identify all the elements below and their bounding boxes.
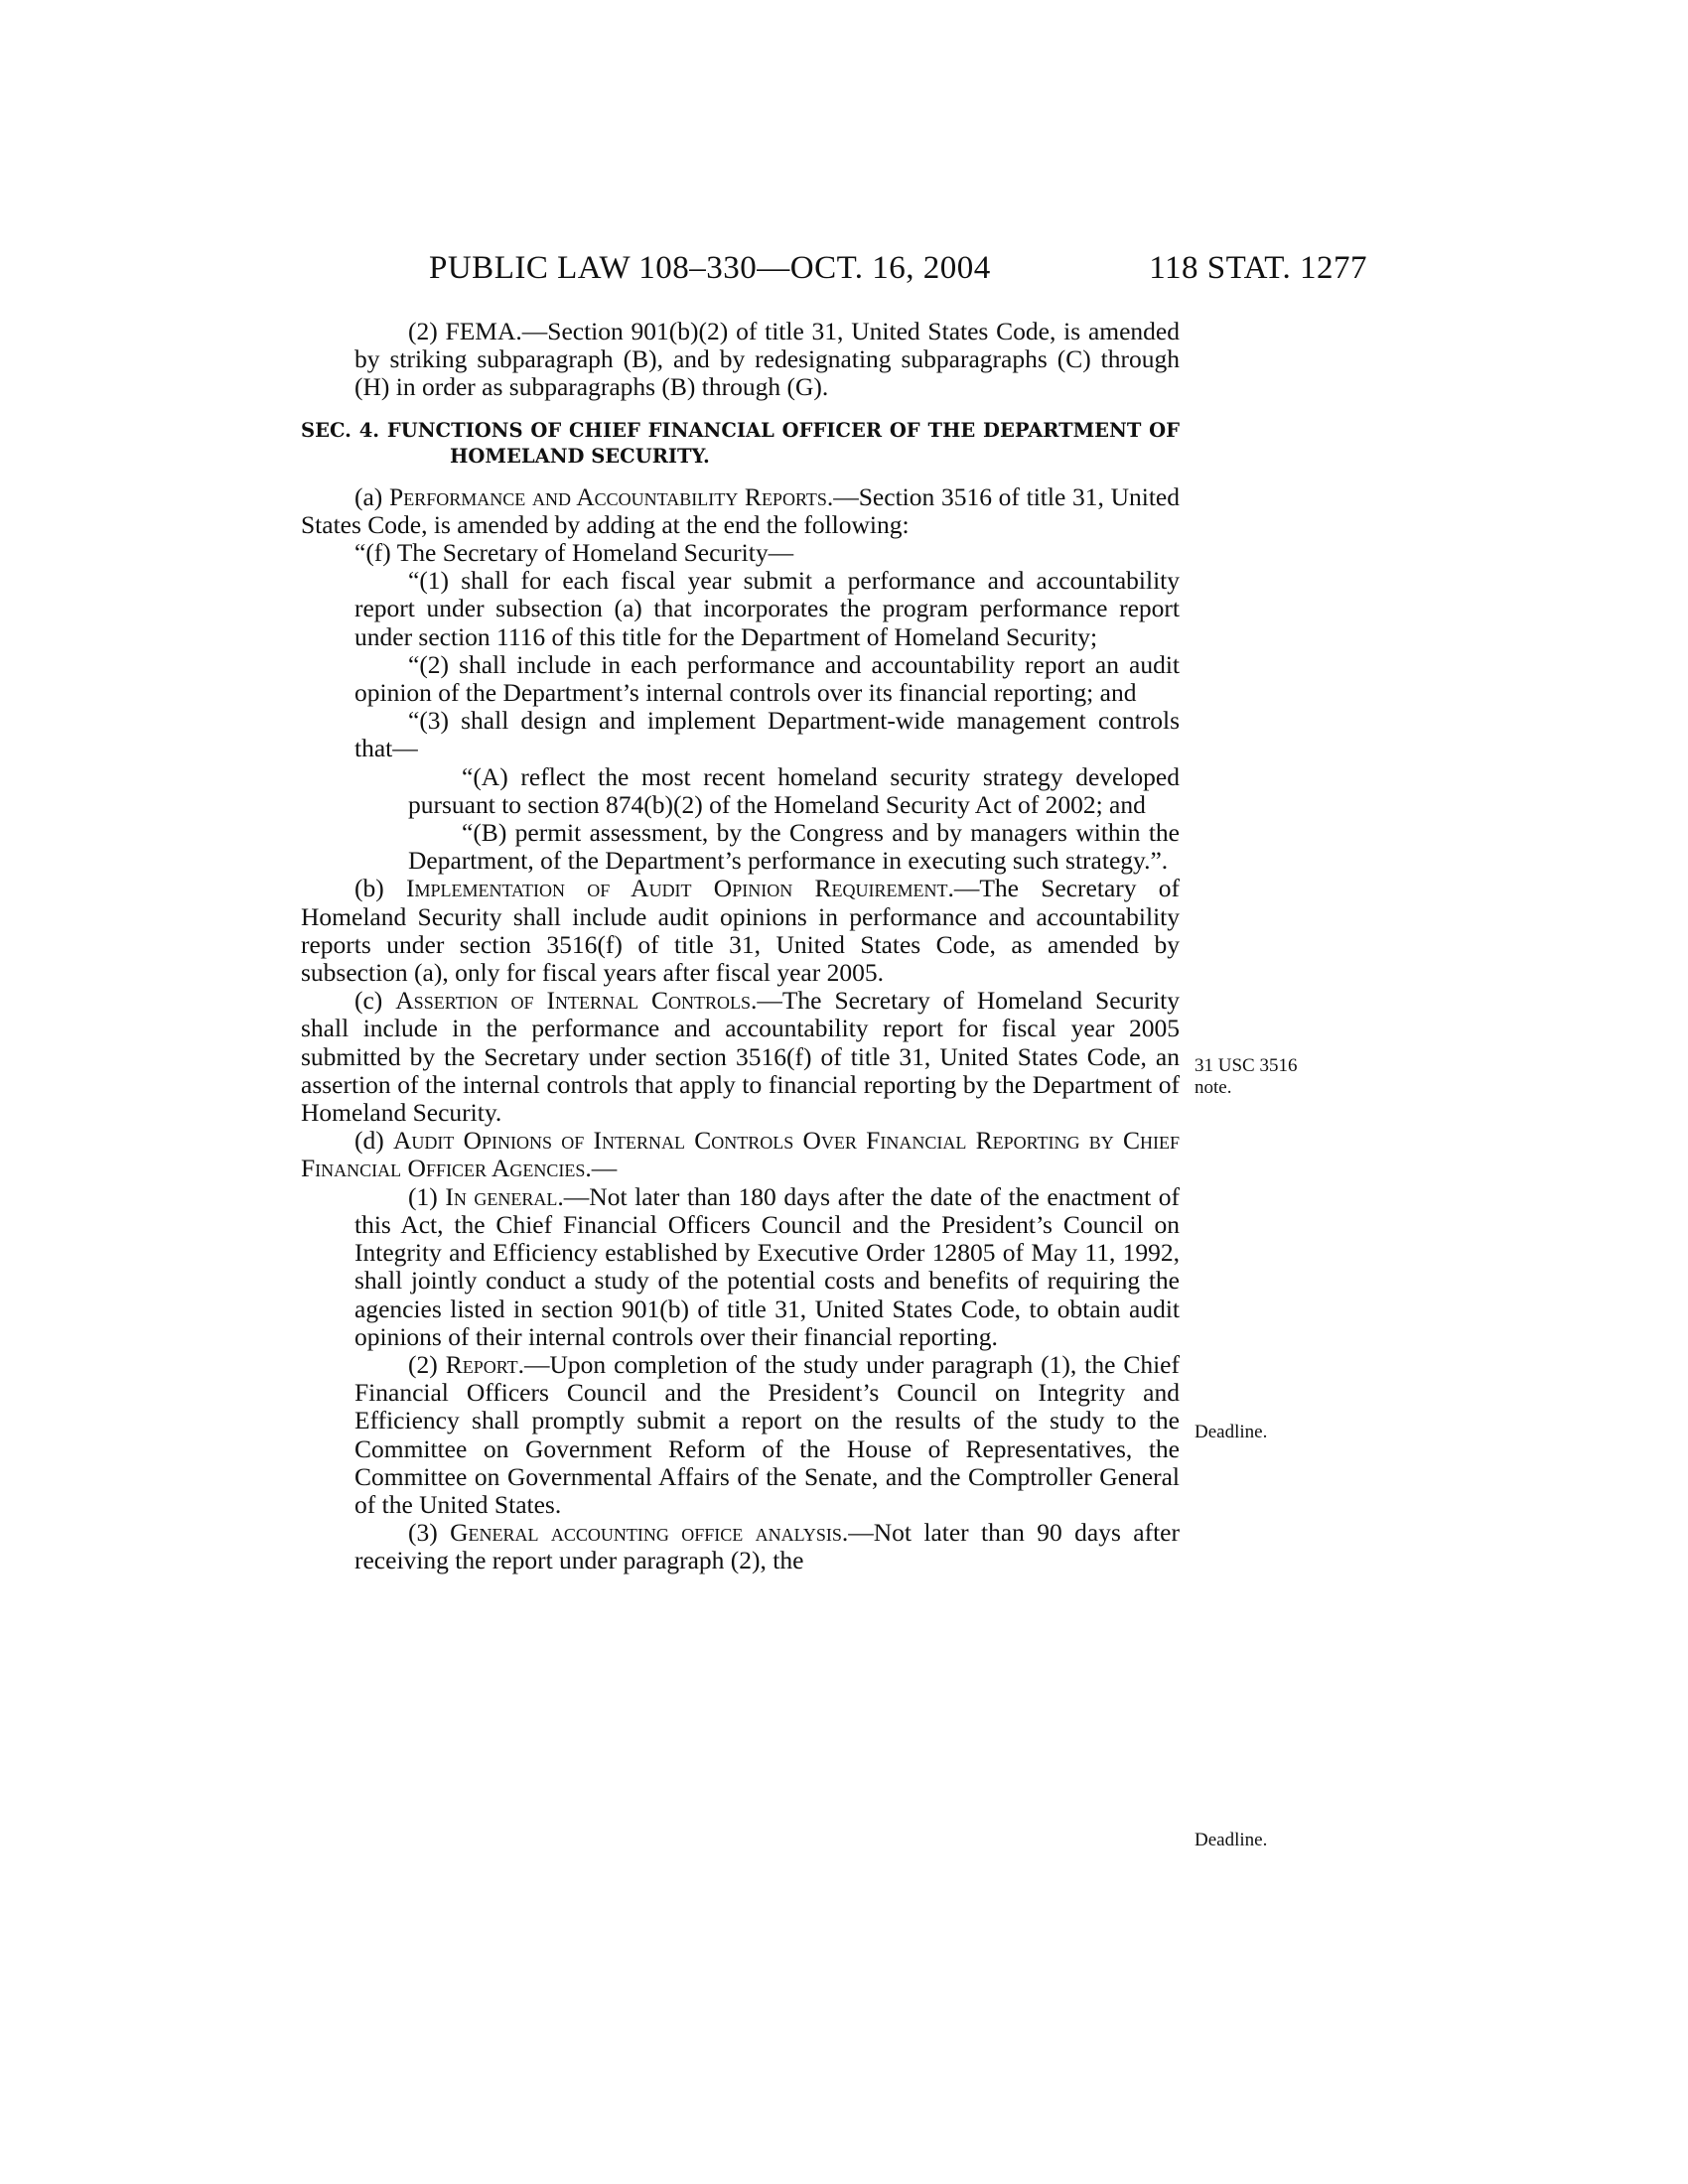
margin-note-deadline: Deadline. <box>1195 1422 1268 1442</box>
paragraph-d3-text: .—Not later than 90 days after receiving the report under paragraph (2), the <box>354 1518 1180 1575</box>
paragraph-fema <box>354 318 1180 402</box>
paragraph-d2-num: (2) <box>408 1349 446 1379</box>
subsection-a-num: (a) <box>354 481 390 511</box>
subsection-b-num: (b) <box>354 874 406 903</box>
subsection-a-heading: Performance and Accountability Reports <box>389 481 827 511</box>
subsection-c <box>301 987 1180 1127</box>
stat-page-number: 118 STAT. 1277 <box>1149 250 1367 286</box>
subsection-d <box>301 1127 1180 1182</box>
running-head-title: PUBLIC LAW 108–330—OCT. 16, 2004 <box>429 250 991 286</box>
page-header <box>429 250 1367 290</box>
subsection-d-num: (d) <box>354 1126 393 1156</box>
paragraph-d3-heading: General accounting office analysis <box>450 1518 842 1548</box>
paragraph-d1-num: (1) <box>408 1181 446 1211</box>
paragraph-fema-lead: (2) FEMA. <box>408 317 522 345</box>
subsection-c-text: .—The Secretary of Homeland Security shall include in the performance and accountability report for fiscal year 2005 submitted by the Secretary under section 3516(f) of title 31, United States Code, an assertion of the internal controls that apply to financial reporting by the Department of Homeland Security. <box>301 986 1180 1128</box>
subsection-a <box>301 483 1180 539</box>
quoted-subsection-f: “(f) The Secretary of Homeland Security— <box>354 538 794 568</box>
paragraph-d3-num: (3) <box>408 1518 451 1548</box>
quoted-paragraph-f2: “(2) shall include in each performance and accountability report an audit opinion of the Department’s internal controls over its financial reporting; and <box>354 649 1180 708</box>
paragraph-d1-heading: In general <box>445 1181 558 1211</box>
subsection-c-num: (c) <box>354 986 396 1016</box>
paragraph-fema-text: —Section 901(b)(2) of title 31, United States Code, is amended by striking subparagraph (B), and by redesignating subparagraphs (C) through (H) in order as subparagraphs (B) through (G). <box>354 317 1180 402</box>
margin-note-usc-citation: 31 USC 3516 note. <box>1195 1055 1298 1098</box>
quoted-subparagraph-b: “(B) permit assessment, by the Congress and by managers within the Department, of the Department’s performance in executing such strategy.”. <box>408 818 1180 876</box>
paragraph-d1 <box>354 1183 1180 1351</box>
subsection-a-text: .—Section 3516 of title 31, United States Code, is amended by adding at the end the following: <box>301 481 1180 539</box>
section-4-heading: SEC. 4. FUNCTIONS OF CHIEF FINANCIAL OFFICER OF THE DEPARTMENT OF HOMELAND SECURITY. <box>301 418 1180 468</box>
paragraph-d3 <box>354 1519 1180 1574</box>
quoted-subparagraph-a: “(A) reflect the most recent homeland security strategy developed pursuant to section 874(b)(2) of the Homeland Security Act of 2002; and <box>408 761 1180 819</box>
paragraph-d2-text: .—Upon completion of the study under paragraph (1), the Chief Financial Officers Council and the President’s Council on Integrity and Efficiency shall promptly submit a report on the results of the study to the Committee on Government Reform of the House of Representatives, the Committee on Governmental Affairs of the Senate, and the Comptroller General of the United States. <box>354 1349 1180 1519</box>
subsection-d-heading: Audit Opinions of Internal Controls Over Financial Reporting by Chief Financial Officer Agencies <box>301 1126 1180 1183</box>
subsection-b-text: .—The Secretary of Homeland Security shall include audit opinions in performance and accountability reports under section 3516(f) of title 31, United States Code, as amended by subsection (a), only for fiscal years after fiscal year 2005. <box>301 874 1181 988</box>
subsection-d-text: .— <box>585 1154 618 1183</box>
paragraph-d1-text: .—Not later than 180 days after the date of the enactment of this Act, the Chief Financial Officers Council and the President’s Council on Integrity and Efficiency established by Executive Order 12805 of May 11, 1992, shall jointly conduct a study of the potential costs and benefits of requiring the agencies listed in section 901(b) of title 31, United States Code, to obtain audit opinions of their internal controls over their financial reporting. <box>354 1181 1180 1351</box>
subsection-c-heading: Assertion of Internal Controls <box>395 986 751 1016</box>
body-text <box>301 318 1180 1575</box>
quoted-paragraph-f1: “(1) shall for each fiscal year submit a performance and accountability report under subsection (a) that incorporates the program performance report under section 1116 of this title for the Department of Homeland Security; <box>354 566 1180 651</box>
paragraph-d2-heading: Report <box>445 1349 518 1379</box>
subsection-b <box>301 875 1180 987</box>
margin-note-deadline: Deadline. <box>1195 1830 1268 1850</box>
subsection-b-heading: Implementation of Audit Opinion Requirement <box>406 874 948 903</box>
paragraph-d2 <box>354 1351 1180 1519</box>
quoted-paragraph-f3: “(3) shall design and implement Department-wide management controls that— <box>354 706 1180 763</box>
